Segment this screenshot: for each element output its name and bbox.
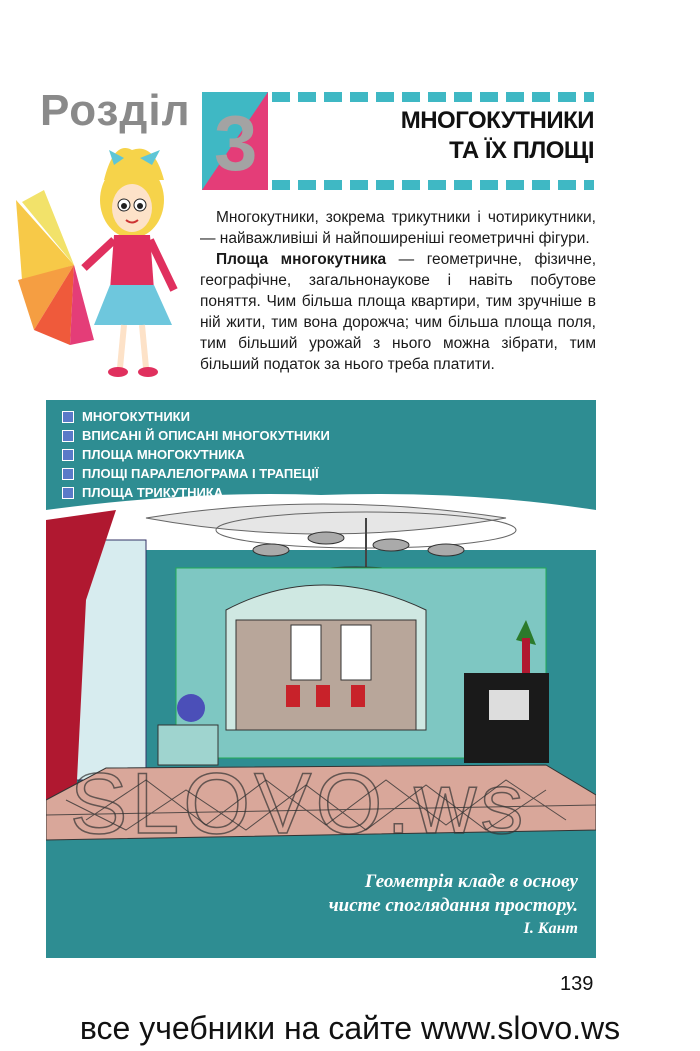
intro-term: Площа многокутника	[216, 251, 387, 268]
section-label: Розділ	[40, 86, 191, 135]
page-number: 139	[560, 973, 594, 995]
bullet-square-icon	[62, 430, 74, 442]
intro-paragraph-2	[200, 249, 596, 375]
bullet-square-icon	[62, 468, 74, 480]
section-number-block	[202, 92, 268, 190]
chapter-title	[272, 106, 594, 174]
chapter-contents-list	[62, 407, 330, 502]
contents-item	[62, 426, 330, 445]
bullet-square-icon	[62, 411, 74, 423]
intro-paragraph-1: Многокутники, зокрема трикутники і чотирикутники, — найважливіші й найпоширеніші геометричні фігури.	[200, 209, 596, 247]
footer-text: все учебники на сайте www.slovo.ws	[79, 1010, 621, 1046]
contents-item-label: ПЛОЩІ ПАРАЛЕЛОГРАМА І ТРАПЕЦІЇ	[82, 466, 319, 481]
contents-item-label: ВПИСАНІ Й ОПИСАНІ МНОГОКУТНИКИ	[82, 428, 330, 443]
title-stripe-bottom	[272, 180, 594, 190]
title-stripe-top	[272, 92, 594, 102]
chapter-title-line2: ТА ЇХ ПЛОЩІ	[449, 137, 594, 164]
epigraph-line1: Геометрія кладе в основу	[364, 871, 578, 892]
intro-definition: — геометричне, фізичне, географічне, загальнонаукове і навіть побутове поняття. Чим більша площа квартири, тим зручніше в ній жити, тим вона дорожча; чим більша площа поля, тим більший урожай з нього можна зібрати, тим більший податок за нього треба платити.	[200, 251, 597, 373]
watermark: SLOVO.ws	[70, 756, 528, 852]
contents-item-label: МНОГОКУТНИКИ	[82, 409, 190, 424]
contents-item-label: ПЛОЩА ТРИКУТНИКА	[82, 485, 224, 500]
contents-item	[62, 445, 330, 464]
contents-item	[62, 464, 330, 483]
epigraph	[329, 870, 578, 940]
epigraph-author: І. Кант	[523, 920, 578, 937]
girl-with-fan-illustration	[14, 140, 184, 385]
contents-item-label: ПЛОЩА МНОГОКУТНИКА	[82, 447, 245, 462]
intro-text	[200, 207, 596, 375]
epigraph-line2: чисте споглядання простору.	[328, 895, 578, 916]
bullet-square-icon	[62, 487, 74, 499]
fan-icon	[16, 190, 94, 345]
contents-item	[62, 407, 330, 426]
bullet-square-icon	[62, 449, 74, 461]
contents-item	[62, 483, 330, 502]
chapter-title-line1: МНОГОКУТНИКИ	[400, 107, 594, 134]
section-number: 3	[214, 99, 258, 187]
